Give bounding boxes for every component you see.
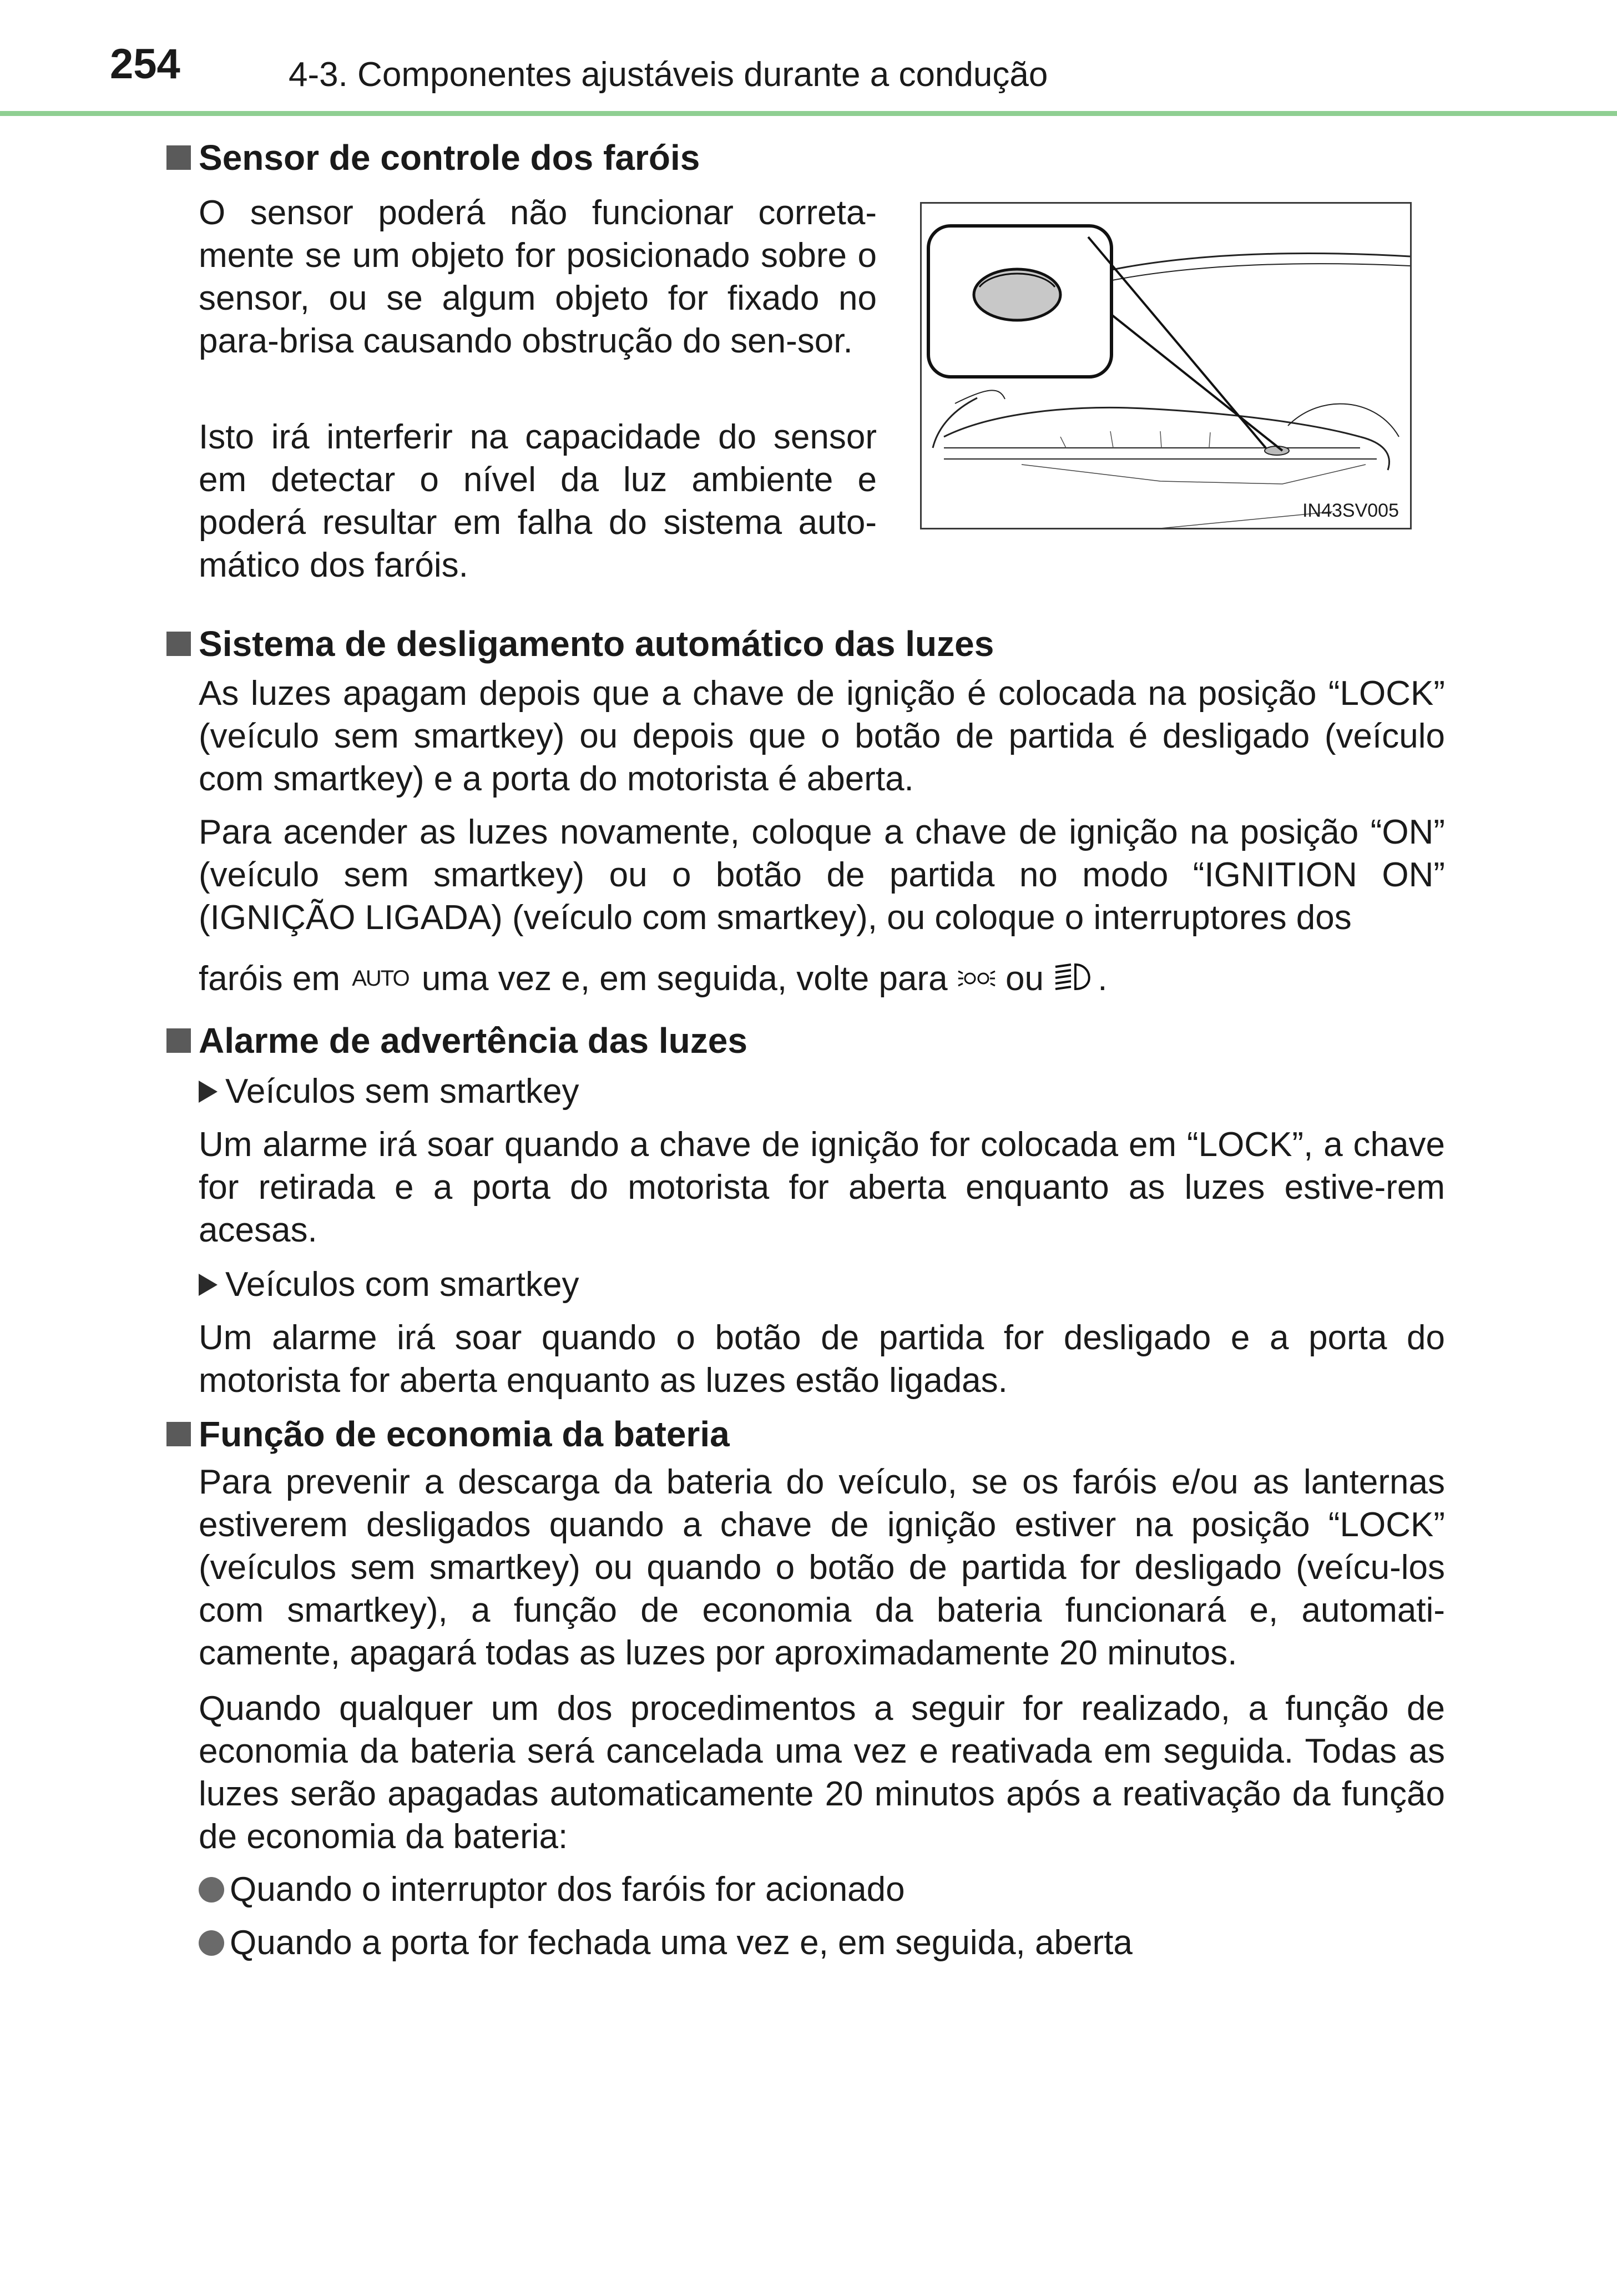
shutoff-paragraph-2: Para acender as luzes novamente, coloque a chave de ignição na posição “ON” (veículo sem smartkey) ou o botão de partida no modo “IGNITION ON” (IGNIÇÃO LIGADA) (veículo com smartkey), ou coloque o interruptores dos [199,813,1445,937]
alarm-subheading-with-smartkey [199,1265,579,1304]
header-rule [0,111,1617,116]
section-heading-sensor [166,138,700,178]
battery-paragraph-2: Quando qualquer um dos procedimentos a seguir for realizado, a função de economia da bateria será cancelada uma vez e reativada em seguida. Todas as luzes serão apagadas automaticamente 20 minutos após a reativação da função de economia da bateria: [199,1689,1445,1856]
section-square-icon [166,145,191,170]
bullet-text: Quando o interruptor dos faróis for acionado [230,1870,905,1909]
headlight-icon [1053,960,1098,1002]
battery-bullet-2 [199,1926,1133,1960]
bullet-text: Quando a porta for fechada uma vez e, em seguida, aberta [230,1924,1133,1962]
shutoff-tail-text-d: . [1098,960,1108,998]
subheading-label: Veículos sem smartkey [225,1072,579,1111]
bullet-dot-icon [199,1877,224,1903]
shutoff-tail-text-a: faróis em [199,960,340,998]
section-title: Função de economia da bateria [199,1414,730,1454]
section-title: Alarme de advertência das luzes [199,1021,747,1061]
section-title: Sistema de desligamento automático das luzes [199,624,994,664]
shutoff-tail-text-c: ou [1005,960,1044,998]
tail-lights-icon [957,960,996,1002]
alarm-paragraph-1: Um alarme irá soar quando a chave de ignição for colocada em “LOCK”, a chave for retirada e a porta do motorista for aberta enquanto as luzes estive-rem acesas. [199,1126,1445,1249]
section-heading-alarm [166,1021,747,1061]
page-header [0,0,1617,117]
battery-paragraph-1: Para prevenir a descarga da bateria do veículo, se os faróis e/ou as lanternas estiverem desligados quando a chave de ignição estiver na posição “LOCK” (veículos sem smartkey) ou quando o botão de partida for desligado (veícu-los com smartkey), a função de economia da bateria funcionará e, automati-camente, apagará todas as luzes por aproximadamente 20 minutos. [199,1463,1445,1672]
shutoff-paragraph-1: As luzes apagam depois que a chave de ignição é colocada na posição “LOCK” (veículo sem smartkey) ou depois que o botão de partida é desligado (veículo com smartkey) e a porta do motorista é aberta. [199,674,1445,798]
auto-position-icon: AUTO [352,966,409,991]
chapter-title: 4-3. Componentes ajustáveis durante a condução [289,55,1048,94]
section-heading-shutoff [166,626,994,662]
section-title: Sensor de controle dos faróis [199,138,700,178]
page-number: 254 [110,41,180,88]
bullet-dot-icon [199,1930,224,1956]
triangle-bullet-icon [199,1081,218,1103]
alarm-paragraph-2: Um alarme irá soar quando o botão de partida for desligado e a porta do motorista for aberta enquanto as luzes estão ligadas. [199,1319,1445,1400]
shutoff-paragraph-2-tail [199,957,1445,1002]
triangle-bullet-icon [199,1274,218,1296]
subheading-label: Veículos com smartkey [225,1265,579,1304]
alarm-subheading-without-smartkey [199,1074,579,1109]
windshield-sensor-illustration-icon [922,204,1410,528]
section-square-icon [166,632,191,656]
figure-label: IN43SV005 [1302,500,1399,521]
section-heading-battery [166,1416,730,1452]
sensor-paragraph-1: O sensor poderá não funcionar correta-mente se um objeto for posicionado sobre o sensor, ou se algum objeto for fixado no para-brisa causando obstrução do sen-sor. [199,194,877,360]
shutoff-tail-text-b: uma vez e, em seguida, volte para [421,960,948,998]
section-square-icon [166,1422,191,1446]
battery-bullet-1 [199,1870,905,1909]
section-square-icon [166,1028,191,1053]
sensor-figure [920,202,1412,529]
sensor-paragraph-2: Isto irá interferir na capacidade do sensor em detectar o nível da luz ambiente e poderá resultar em falha do sistema auto-mático dos faróis. [199,418,877,584]
